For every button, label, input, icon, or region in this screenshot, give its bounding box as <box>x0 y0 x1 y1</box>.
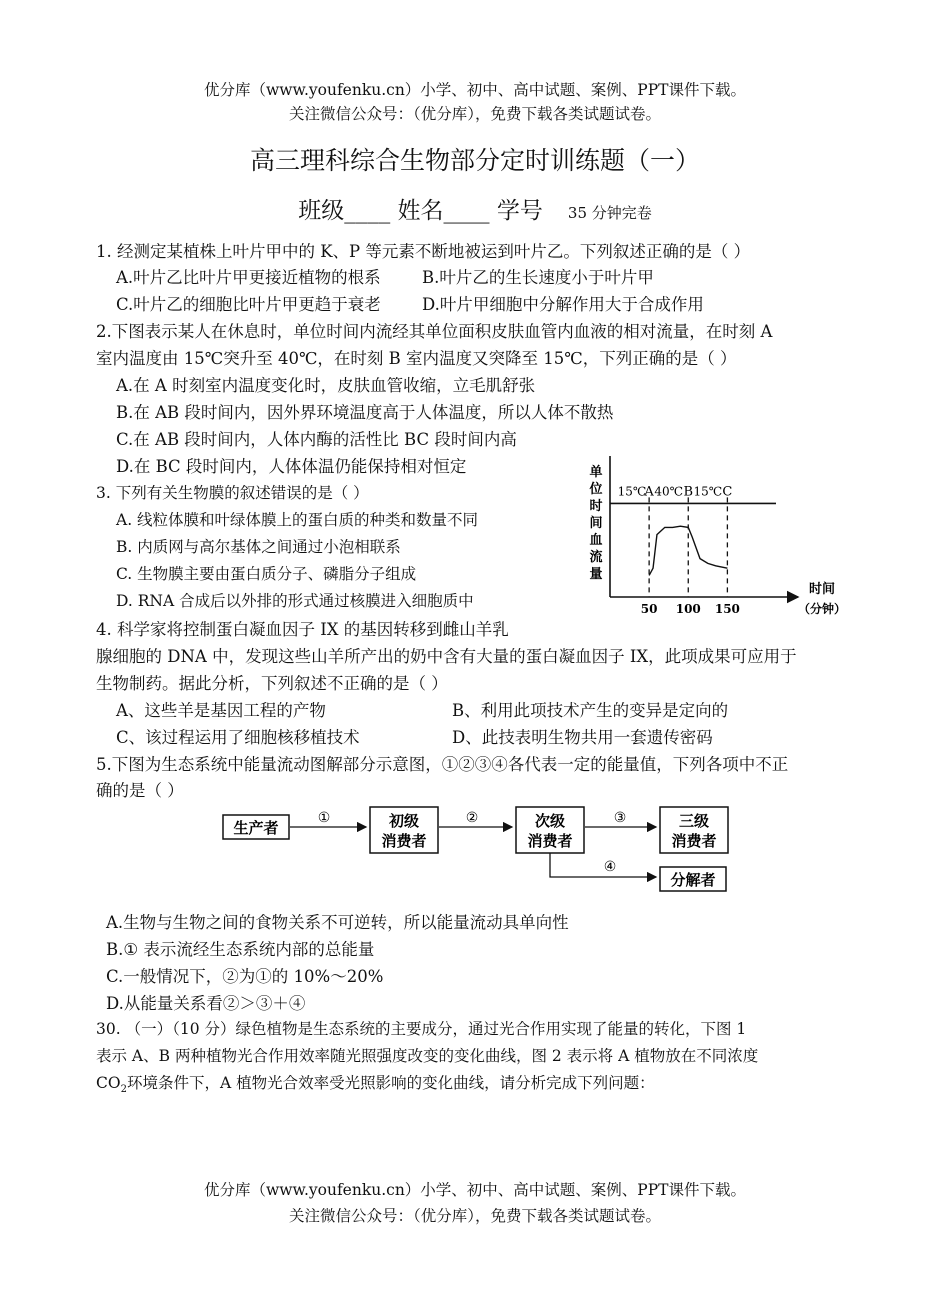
site-footer-line2: 关注微信公众号：（优分库），免费下载各类试题试卷。 <box>288 1207 661 1225</box>
time-limit-note: 35 分钟完卷 <box>567 204 652 222</box>
q1-option-d: D.叶片甲细胞中分解作用大于合成作用 <box>422 295 704 314</box>
x-tick-label: 50 <box>640 602 658 616</box>
q5-option-b: B.① 表示流经生态系统内部的总能量 <box>106 940 375 959</box>
tertiary-consumer-label-1: 三级 <box>678 812 710 830</box>
q1-option-a: A.叶片乙比叶片甲更接近植物的根系 <box>116 268 381 287</box>
q2-option-c: C.在 AB 段时间内，人体内酶的活性比 BC 段时间内高 <box>116 430 517 449</box>
y-axis-label-char: 流 <box>589 550 603 565</box>
marker-label-b: B <box>683 484 694 500</box>
q4-stem-line2: 腺细胞的 DNA 中，发现这些山羊所产出的奶中含有大量的蛋白凝血因子 IX，此项成果可应用于 <box>96 647 797 666</box>
q2-stem-line1: 2.下图表示某人在休息时，单位时间内流经其单位面积皮肤血管内血液的相对流量，在时刻 A <box>96 322 773 341</box>
temperature-label: 15℃ <box>693 484 723 499</box>
site-header-line1: 优分库（www.youfenku.cn）小学、初中、高中试题、案例、PPT课件下载。 <box>203 81 747 99</box>
q2-option-a: A.在 A 时刻室内温度变化时，皮肤血管收缩，立毛肌舒张 <box>116 376 536 395</box>
q4-option-a: A、这些羊是基因工程的产物 <box>116 701 326 720</box>
blood-flow-chart <box>580 438 860 620</box>
y-axis-label-char: 时 <box>589 499 603 514</box>
q30-line1: 30. （一）（10 分）绿色植物是生态系统的主要成分，通过光合作用实现了能量的转化，下图 1 <box>96 1020 747 1038</box>
marker-label-c: C <box>722 484 733 500</box>
energy-label-3: ③ <box>613 810 627 826</box>
q4-option-c: C、该过程运用了细胞核移植技术 <box>116 728 360 747</box>
secondary-consumer-label-2: 消费者 <box>527 832 573 850</box>
q2-option-d: D.在 BC 段时间内，人体体温仍能保持相对恒定 <box>116 457 467 476</box>
energy-label-4: ④ <box>603 859 617 875</box>
tertiary-consumer-node <box>660 807 728 853</box>
decomposer-node <box>660 867 726 891</box>
y-axis-label-char: 间 <box>589 516 603 531</box>
q4-stem-line1: 4. 科学家将控制蛋白凝血因子 IX 的基因转移到雌山羊乳 <box>96 620 509 639</box>
q4-option-b: B、利用此项技术产生的变异是定向的 <box>452 701 729 720</box>
student-info-line <box>0 192 950 225</box>
tertiary-consumer-label-2: 消费者 <box>671 832 717 850</box>
q30-line3-text: 环境条件下，A 植物光合效率受光照影响的变化曲线，请分析完成下列问题： <box>126 1074 655 1092</box>
co2-subscript: 2 <box>120 1084 127 1096</box>
q4-option-d: D、此技表明生物共用一套遗传密码 <box>452 728 713 747</box>
marker-label-a: A <box>644 484 654 500</box>
q5-stem-line1: 5.下图为生态系统中能量流动图解部分示意图，①②③④各代表一定的能量值，下列各项中不正 <box>96 755 789 774</box>
producer-node <box>223 815 289 839</box>
x-axis-label: 时间 <box>808 582 836 597</box>
q3-stem: 3. 下列有关生物膜的叙述错误的是（ ） <box>96 484 369 502</box>
q1-option-c: C.叶片乙的细胞比叶片甲更趋于衰老 <box>116 295 381 314</box>
q5-option-d: D.从能量关系看②＞③＋④ <box>106 994 306 1013</box>
q30-line3 <box>96 1071 655 1095</box>
q2-stem-line2: 室内温度由 15℃突升至 40℃，在时刻 B 室内温度又突降至 15℃，下列正确的是（ ） <box>96 349 737 368</box>
primary-consumer-label-1: 初级 <box>388 812 420 830</box>
producer-label: 生产者 <box>233 819 279 837</box>
y-axis-label-char: 量 <box>589 567 603 582</box>
temperature-label: 15℃ <box>617 484 647 499</box>
site-footer-line1: 优分库（www.youfenku.cn）小学、初中、高中试题、案例、PPT课件下载。 <box>203 1181 747 1199</box>
primary-consumer-label-2: 消费者 <box>381 832 427 850</box>
y-axis-label-char: 位 <box>589 482 603 497</box>
q4-stem-line3: 生物制药。据此分析，下列叙述不正确的是（ ） <box>96 674 448 693</box>
q5-option-a: A.生物与生物之间的食物关系不可逆转，所以能量流动具单向性 <box>106 913 569 932</box>
q2-option-b: B.在 AB 段时间内，因外界环境温度高于人体温度，所以人体不散热 <box>116 403 614 422</box>
q3-option-a: A. 线粒体膜和叶绿体膜上的蛋白质的种类和数量不同 <box>116 511 479 529</box>
x-tick-label: 100 <box>675 602 701 616</box>
primary-consumer-node <box>370 807 438 853</box>
energy-label-1: ① <box>317 810 331 826</box>
q5-stem-line2: 确的是（ ） <box>96 781 184 800</box>
q1-stem: 1. 经测定某植株上叶片甲中的 K、P 等元素不断地被运到叶片乙。下列叙述正确的是（ ） <box>96 242 751 261</box>
q3-option-d: D. RNA 合成后以外排的形式通过核膜进入细胞质中 <box>116 592 474 610</box>
q1-option-b: B.叶片乙的生长速度小于叶片甲 <box>422 268 654 287</box>
y-axis-label-char: 血 <box>589 533 603 548</box>
page-title: 高三理科综合生物部分定时训练题（一） <box>249 146 700 175</box>
q5-option-c: C.一般情况下，②为①的 10%～20% <box>106 967 384 986</box>
co2-label: CO <box>96 1074 121 1092</box>
q30-line2: 表示 A、B 两种植物光合作用效率随光照强度改变的变化曲线，图 2 表示将 A 植物放在不同浓度 <box>96 1047 759 1065</box>
y-axis-label-char: 单 <box>589 465 603 480</box>
site-header-line2: 关注微信公众号：（优分库），免费下载各类试题试卷。 <box>288 105 661 123</box>
student-info-fields: 班级____ 姓名____ 学号 <box>298 198 543 224</box>
q3-option-b: B. 内质网与高尔基体之间通过小泡相联系 <box>116 538 401 556</box>
temperature-label: 40℃ <box>654 484 684 499</box>
secondary-consumer-label-1: 次级 <box>534 812 566 830</box>
secondary-consumer-node <box>516 807 584 853</box>
decomposer-label: 分解者 <box>670 871 716 889</box>
q3-option-c: C. 生物膜主要由蛋白质分子、磷脂分子组成 <box>116 565 417 583</box>
x-tick-label: 150 <box>714 602 740 616</box>
energy-label-2: ② <box>465 810 479 826</box>
energy-flow-diagram <box>220 805 740 897</box>
x-axis-unit: （分钟） <box>797 602 847 616</box>
